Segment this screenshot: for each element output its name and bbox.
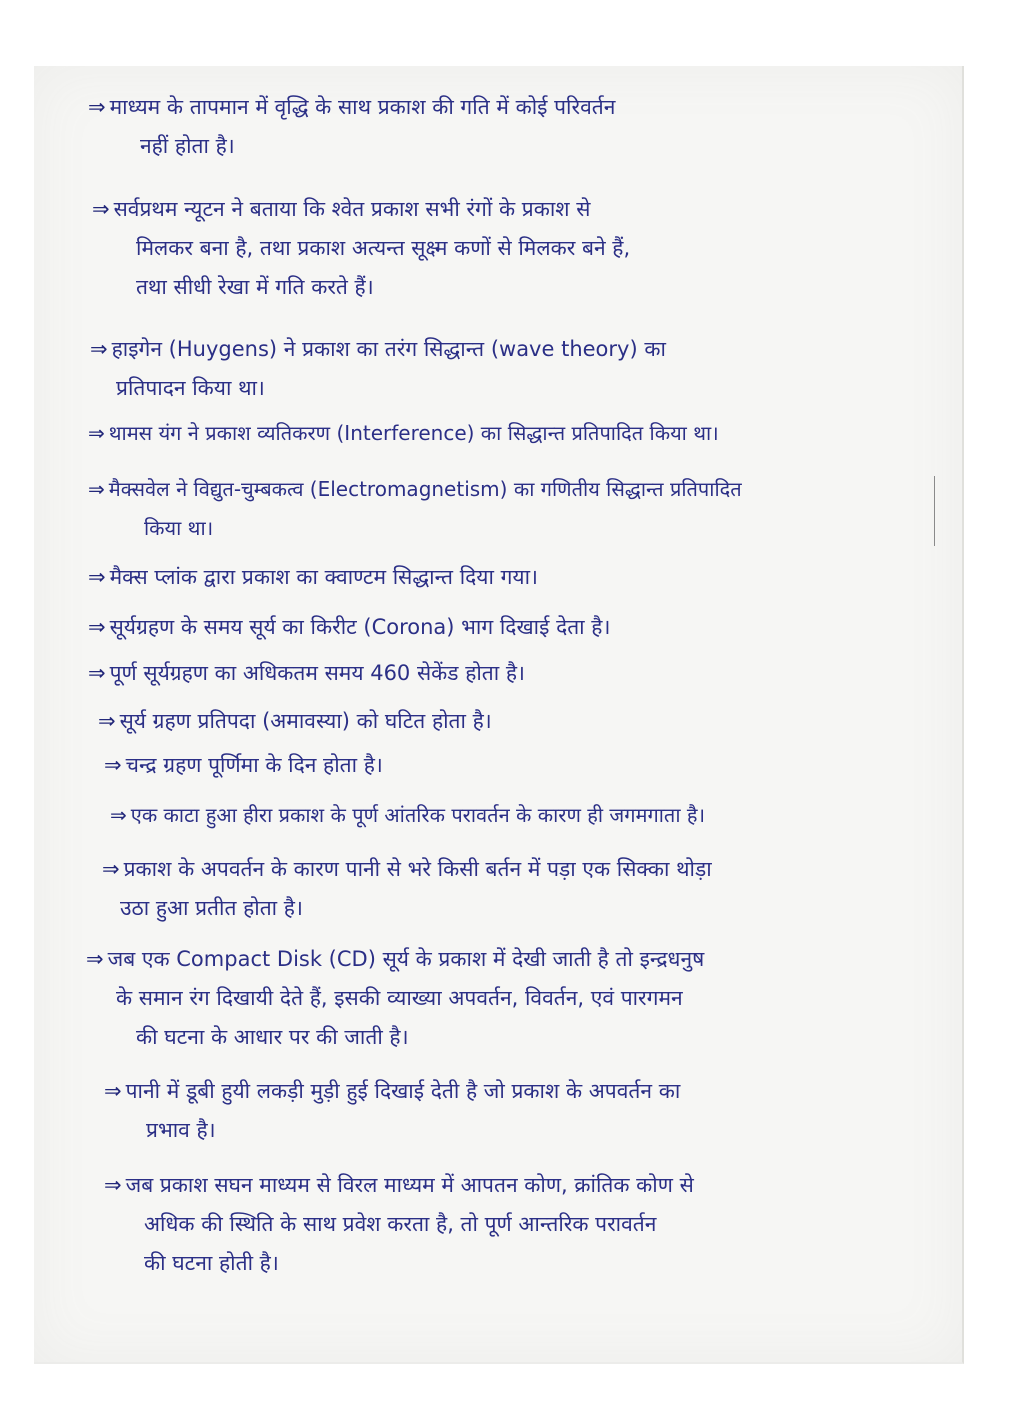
note-line: मिलकर बना है, तथा प्रकाश अत्यन्त सूक्ष्म कणों से मिलकर बने हैं, bbox=[136, 236, 631, 260]
note-bent-stick bbox=[104, 1072, 680, 1150]
note-line: माध्यम के तापमान में वृद्धि के साथ प्रकाश की गति में कोई परिवर्तन bbox=[109, 95, 616, 119]
note-line: नहीं होता है। bbox=[140, 134, 235, 158]
arrow-icon: ⇒ bbox=[104, 753, 122, 777]
note-line: जब एक Compact Disk (CD) सूर्य के प्रकाश में देखी जाती है तो इन्द्रधनुष bbox=[107, 947, 705, 971]
note-line: अधिक की स्थिति के साथ प्रवेश करता है, तो पूर्ण आन्तरिक परावर्तन bbox=[144, 1212, 657, 1236]
note-huygens-wave-theory bbox=[90, 330, 666, 408]
note-thomas-young bbox=[88, 414, 719, 453]
note-line: मैक्स प्लांक द्वारा प्रकाश का क्वाण्टम सिद्धान्त दिया गया। bbox=[109, 565, 538, 589]
arrow-icon: ⇒ bbox=[88, 661, 106, 685]
note-line: मैक्सवेल ने विद्युत-चुम्बकत्व (Electromagnetism) का गणितीय सिद्धान्त प्रतिपादित bbox=[108, 477, 742, 501]
note-max-planck bbox=[88, 558, 538, 597]
note-solar-eclipse-corona bbox=[88, 608, 610, 647]
note-line: पानी में डूबी हुयी लकड़ी मुड़ी हुई दिखाई देती है जो प्रकाश के अपवर्तन का bbox=[125, 1079, 681, 1103]
arrow-icon: ⇒ bbox=[98, 709, 116, 733]
note-solar-eclipse-new-moon bbox=[98, 702, 492, 741]
arrow-icon: ⇒ bbox=[88, 95, 106, 119]
note-line: प्रकाश के अपवर्तन के कारण पानी से भरे किसी बर्तन में पड़ा एक सिक्का थोड़ा bbox=[123, 857, 712, 881]
note-line: सर्वप्रथम न्यूटन ने बताया कि श्वेत प्रकाश सभी रंगों के प्रकाश से bbox=[113, 197, 591, 221]
note-line: चन्द्र ग्रहण पूर्णिमा के दिन होता है। bbox=[125, 753, 383, 777]
arrow-icon: ⇒ bbox=[110, 803, 127, 827]
arrow-icon: ⇒ bbox=[86, 947, 104, 971]
note-maxwell bbox=[88, 470, 742, 548]
note-line: थामस यंग ने प्रकाश व्यतिकरण (Interference) का सिद्धान्त प्रतिपादित किया था। bbox=[108, 421, 719, 445]
margin-rule bbox=[934, 476, 935, 546]
note-line: पूर्ण सूर्यग्रहण का अधिकतम समय 460 सेकेंड होता है। bbox=[109, 661, 525, 685]
note-medium-temperature bbox=[88, 88, 615, 166]
note-compact-disk bbox=[86, 940, 704, 1057]
arrow-icon: ⇒ bbox=[104, 1173, 122, 1197]
arrow-icon: ⇒ bbox=[88, 477, 105, 501]
note-line: की घटना होती है। bbox=[144, 1251, 279, 1275]
note-total-internal-reflection bbox=[104, 1166, 694, 1283]
note-line: प्रभाव है। bbox=[146, 1118, 216, 1142]
arrow-icon: ⇒ bbox=[104, 1079, 122, 1103]
note-coin-refraction bbox=[102, 850, 712, 928]
arrow-icon: ⇒ bbox=[88, 421, 105, 445]
note-line: जब प्रकाश सघन माध्यम से विरल माध्यम में आपतन कोण, क्रांतिक कोण से bbox=[125, 1173, 694, 1197]
note-line: किया था। bbox=[144, 516, 214, 540]
arrow-icon: ⇒ bbox=[88, 565, 106, 589]
note-newton-white-light bbox=[92, 190, 630, 307]
note-diamond bbox=[110, 796, 705, 835]
arrow-icon: ⇒ bbox=[92, 197, 110, 221]
note-line: हाइगेन (Huygens) ने प्रकाश का तरंग सिद्धान्त (wave theory) का bbox=[111, 337, 666, 361]
arrow-icon: ⇒ bbox=[90, 337, 108, 361]
arrow-icon: ⇒ bbox=[102, 857, 120, 881]
note-line: की घटना के आधार पर की जाती है। bbox=[136, 1025, 409, 1049]
note-total-eclipse-duration bbox=[88, 654, 525, 693]
arrow-icon: ⇒ bbox=[88, 615, 106, 639]
note-line: तथा सीधी रेखा में गति करते हैं। bbox=[136, 275, 374, 299]
note-line: एक काटा हुआ हीरा प्रकाश के पूर्ण आंतरिक परावर्तन के कारण ही जगमगाता है। bbox=[130, 803, 706, 827]
note-line: सूर्यग्रहण के समय सूर्य का किरीट (Corona) भाग दिखाई देता है। bbox=[109, 615, 611, 639]
note-line: प्रतिपादन किया था। bbox=[116, 376, 265, 400]
note-line: उठा हुआ प्रतीत होता है। bbox=[120, 896, 303, 920]
note-line: के समान रंग दिखायी देते हैं, इसकी व्याख्या अपवर्तन, विवर्तन, एवं पारगमन bbox=[116, 986, 683, 1010]
note-lunar-eclipse bbox=[104, 746, 383, 785]
note-line: सूर्य ग्रहण प्रतिपदा (अमावस्या) को घटित होता है। bbox=[119, 709, 492, 733]
